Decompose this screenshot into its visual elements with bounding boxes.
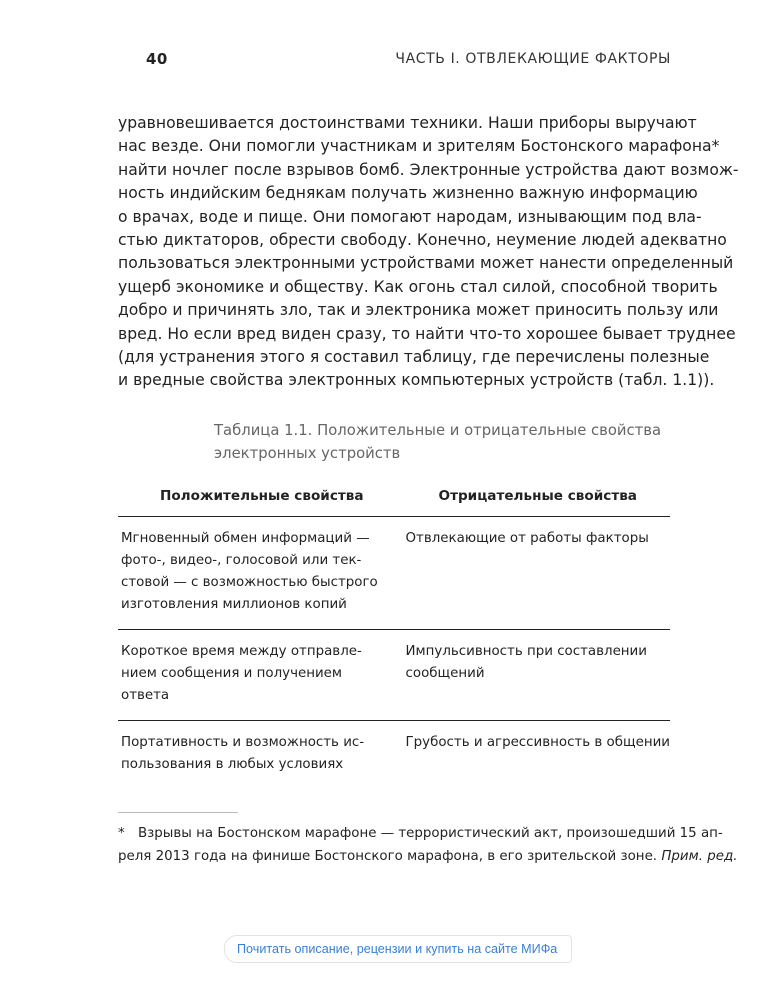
table-row xyxy=(118,630,670,721)
cell-line: Портативность и возможность ис- xyxy=(121,735,365,750)
footnote-text: Взрывы на Бостонском марафоне — террористический акт, произошедший 15 ап- xyxy=(138,826,723,841)
footnote-divider xyxy=(118,812,238,813)
table-header-row xyxy=(118,481,670,517)
footnote-text: реля 2013 года на финише Бостонского марафона, в его зрительской зоне. xyxy=(118,848,662,864)
positive-cell xyxy=(118,630,406,721)
cell-line: ответа xyxy=(121,688,170,703)
body-line: уравновешивается достоинствами техники. Наши приборы выручают xyxy=(118,114,697,132)
page-number: 40 xyxy=(146,50,168,68)
table-caption xyxy=(214,419,661,465)
body-line: и вредные свойства электронных компьютерных устройств (табл. 1.1)). xyxy=(118,371,715,390)
footnote-line xyxy=(118,823,723,846)
negative-cell xyxy=(406,630,670,721)
body-line: пользоваться электронными устройствами может нанести определенный xyxy=(118,254,734,273)
footnote-mark: * xyxy=(118,826,125,841)
cell-line: нием сообщения и получением xyxy=(121,666,343,681)
cell-line: Импульсивность при составлении xyxy=(405,644,647,659)
negative-cell xyxy=(406,721,670,790)
header-negative: Отрицательные свойства xyxy=(406,481,670,517)
footnote-line xyxy=(118,846,738,869)
cell-line: стовой — с возможностью быстрого xyxy=(121,575,378,590)
cell-line: изготовления миллионов копий xyxy=(121,597,347,612)
cell-line: Грубость и агрессивность в общении xyxy=(405,735,670,750)
positive-cell xyxy=(118,517,406,630)
table-row xyxy=(118,721,670,790)
cell-line: пользования в любых условиях xyxy=(121,757,344,772)
footnote xyxy=(118,823,738,868)
body-line: добро и причинять зло, так и электроника может приносить пользу или xyxy=(118,301,719,320)
cell-line: Короткое время между отправле- xyxy=(121,644,362,659)
cell-line: Мгновенный обмен информаций — xyxy=(121,531,370,546)
table-row xyxy=(118,517,670,630)
body-paragraph xyxy=(118,112,739,393)
body-line: (для устранения этого я составил таблицу, где перечислены полезные xyxy=(118,348,710,367)
cell-line: фото-, видео-, голосовой или тек- xyxy=(121,553,362,568)
body-line: нас везде. Они помогли участникам и зрителям Бостонского марафона* xyxy=(118,137,720,156)
cell-line: сообщений xyxy=(405,666,485,681)
properties-table xyxy=(118,481,670,789)
header-positive: Положительные свойства xyxy=(118,481,406,517)
body-line: найти ночлег после взрывов бомб. Электронные устройства дают возмож- xyxy=(118,160,739,179)
body-line: стью диктаторов, обрести свободу. Конечно, неумение людей адекватно xyxy=(118,231,727,250)
buy-book-link[interactable]: Почитать описание, рецензии и купить на сайте МИФа xyxy=(224,935,572,963)
caption-line: электронных устройств xyxy=(214,445,401,462)
caption-line: Таблица 1.1. Положительные и отрицательные свойства xyxy=(214,422,662,439)
body-line: ность индийским беднякам получать жизненно важную информацию xyxy=(118,184,698,203)
body-line: о врачах, воде и пище. Они помогают народам, изнывающим под вла- xyxy=(118,207,702,226)
negative-cell xyxy=(406,517,670,630)
editor-note: Прим. ред. xyxy=(661,848,738,864)
positive-cell xyxy=(118,721,406,790)
body-line: вред. Но если вред виден сразу, то найти что-то хорошее бывает труднее xyxy=(118,324,736,343)
running-head: ЧАСТЬ I. ОТВЛЕКАЮЩИЕ ФАКТОРЫ xyxy=(395,51,671,67)
cell-line: Отвлекающие от работы факторы xyxy=(405,531,649,546)
body-line: ущерб экономике и обществу. Как огонь стал силой, способной творить xyxy=(118,277,718,296)
